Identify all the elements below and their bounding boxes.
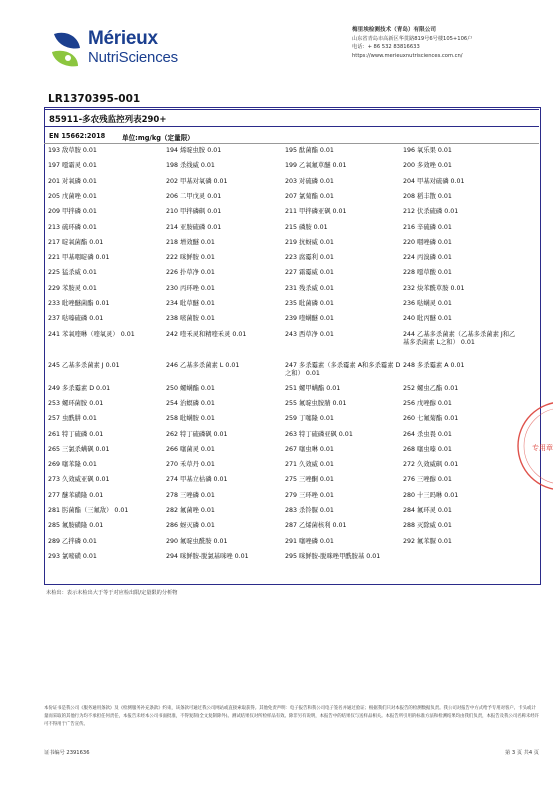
analyte-cell: 202 甲基对氧磷 0.01 xyxy=(166,177,228,185)
analyte-cell: 196 氧乐果 0.01 xyxy=(403,147,452,154)
section-title: 85911-多农残监控列表290+ xyxy=(49,115,167,125)
analyte-cell: 248 多杀霉素 A 0.01 xyxy=(403,361,465,369)
method-standard: EN 15662:2018 xyxy=(49,132,106,140)
analyte-cell: 258 吡螨胺 0.01 xyxy=(166,415,215,423)
analyte-cell: 211 甲拌磷亚砜 0.01 xyxy=(285,208,347,216)
analyte-cell: 212 伏杀硫磷 0.01 xyxy=(403,208,459,216)
analyte-cell: 213 硫环磷 0.01 xyxy=(48,223,97,231)
analyte-cell: 220 咽唑磷 0.01 xyxy=(403,238,452,246)
analyte-cell: 281 肟菌酯（三氟敌） 0.01 xyxy=(48,507,129,514)
analyte-cell: 259 丁噻隆 0.01 xyxy=(285,415,334,423)
analyte-cell: 283 杀铃脲 0.01 xyxy=(285,507,334,514)
analyte-cell: 245 乙基多杀菌素 J 0.01 xyxy=(48,361,120,369)
analyte-cell: 246 乙基多杀菌素 L 0.01 xyxy=(166,361,240,369)
analyte-cell: 218 增效醚 0.01 xyxy=(166,238,215,246)
analyte-cell: 238 嘧菌胺 0.01 xyxy=(166,315,215,323)
analyte-cell: 204 甲基对硫磷 0.01 xyxy=(403,177,465,185)
analyte-cell: 236 哒螨灵 0.01 xyxy=(403,300,452,307)
section-title-bar xyxy=(44,109,539,127)
analyte-cell: 193 敌草胺 0.01 xyxy=(48,147,97,154)
analyte-cell: 237 哒嗪硫磷 0.01 xyxy=(48,315,104,323)
analyte-cell: 231 残杀威 0.01 xyxy=(285,284,334,292)
analyte-cell: 292 氟苯脲 0.01 xyxy=(403,537,452,545)
report-id: LR1370395-001 xyxy=(48,93,141,105)
analyte-cell: 203 对硫磷 0.01 xyxy=(285,177,334,185)
analyte-cell: 275 三唑酮 0.01 xyxy=(285,476,334,484)
analyte-cell: 229 苯胺灵 0.01 xyxy=(48,284,97,292)
analyte-cell: 288 灭除威 0.01 xyxy=(403,522,452,530)
analyte-cell: 206 二甲戊灵 0.01 xyxy=(166,192,222,200)
analyte-cell: 265 三氯杀螨砜 0.01 xyxy=(48,445,110,453)
analyte-cell: 207 氯菊酯 0.01 xyxy=(285,192,334,200)
analyte-cell: 260 七氟菊酯 0.01 xyxy=(403,415,459,423)
analyte-cell: 200 多效唑 0.01 xyxy=(403,162,452,170)
analyte-cell: 253 螺环菌胺 0.01 xyxy=(48,399,104,407)
page-number: 第 3 页 共4 页 xyxy=(505,750,539,756)
analyte-cell: 282 氟菌唑 0.01 xyxy=(166,507,215,514)
official-seal-stamp xyxy=(514,396,553,496)
analyte-cell: 228 噁草酸 0.01 xyxy=(403,269,452,277)
analyte-cell: 276 三唑醇 0.01 xyxy=(403,476,452,484)
analyte-cell: 194 烯啶虫胺 0.01 xyxy=(166,147,222,154)
analyte-cell: 287 乙烯菌核利 0.01 xyxy=(285,522,347,530)
analyte-cell: 232 炔苯酰草胺 0.01 xyxy=(403,284,465,292)
analyte-cell: 270 禾草丹 0.01 xyxy=(166,461,215,469)
analyte-cell: 209 甲拌磷 0.01 xyxy=(48,208,97,216)
analyte-cell: 243 西草净 0.01 xyxy=(285,330,334,338)
analyte-cell: 262 特丁硫磷砜 0.01 xyxy=(166,430,228,438)
analyte-cell: 271 久效威 0.01 xyxy=(285,461,334,469)
analyte-cell: 280 十三吗啉 0.01 xyxy=(403,491,459,499)
analyte-cell: 285 氟胺磺隆 0.01 xyxy=(48,522,104,530)
analyte-cell: 290 氟啶虫酰胺 0.01 xyxy=(166,537,228,545)
analyte-cell: 277 醚苯磺隆 0.01 xyxy=(48,491,104,499)
analyte-cell: 242 喹禾灵和精喹禾灵 0.01 xyxy=(166,330,247,338)
analyte-cell: 239 喹螨醚 0.01 xyxy=(285,315,334,323)
brand-name: Mérieux xyxy=(88,28,158,49)
analyte-cell: 199 乙氧氟草醚 0.01 xyxy=(285,162,347,170)
analyte-cell: 264 杀虫畏 0.01 xyxy=(403,430,452,438)
analyte-cell: 251 螺甲螨酯 0.01 xyxy=(285,384,341,392)
analyte-cell: 257 虫酰肼 0.01 xyxy=(48,415,97,423)
analyte-cell: 217 啶氧菌酯 0.01 xyxy=(48,238,104,246)
analyte-cell: 219 抗蚜威 0.01 xyxy=(285,238,334,246)
analyte-cell: 226 扑草净 0.01 xyxy=(166,269,215,277)
analyte-cell: 269 噻苯隆 0.01 xyxy=(48,461,97,469)
analyte-cell: 289 乙拌磷 0.01 xyxy=(48,537,97,545)
analyte-cell: 274 甲基立枯磷 0.01 xyxy=(166,476,228,484)
analyte-cell: 215 磷胺 0.01 xyxy=(285,223,328,231)
analyte-cell: 256 戊唑醇 0.01 xyxy=(403,399,452,407)
analyte-cell: 293 氯嘧磺 0.01 xyxy=(48,552,97,560)
analyte-cell: 261 特丁硫磷 0.01 xyxy=(48,430,104,438)
analyte-cell: 273 久效威亚砜 0.01 xyxy=(48,476,110,484)
company-website[interactable]: https://www.merieuxnutrisciences.com.cn/ xyxy=(352,52,463,59)
analyte-cell: 214 亚胺硫磷 0.01 xyxy=(166,223,222,231)
analyte-cell: 195 酞菌酯 0.01 xyxy=(285,147,334,154)
analyte-cell: 198 杀线威 0.01 xyxy=(166,162,215,170)
company-name: 梅里埃检测技术（青岛）有限公司 xyxy=(352,27,436,33)
analyte-cell: 249 多杀霉素 D 0.01 xyxy=(48,384,111,392)
analyte-cell: 210 甲拌磷砜 0.01 xyxy=(166,208,222,216)
certificate-number: 证书编号 2391636 xyxy=(44,750,90,756)
company-info xyxy=(352,26,542,60)
analyte-cell: 208 稻丰散 0.01 xyxy=(403,192,452,200)
analyte-cell: 254 治螟磷 0.01 xyxy=(166,399,215,407)
analyte-cell: 223 腐霉利 0.01 xyxy=(285,254,334,262)
analyte-cell: 224 丙溴磷 0.01 xyxy=(403,254,452,262)
analyte-cell: 221 甲基咽啶磷 0.01 xyxy=(48,254,110,262)
analyte-cell: 266 噻菌灵 0.01 xyxy=(166,445,215,453)
analyte-cell: 263 特丁硫磷亚砜 0.01 xyxy=(285,430,353,438)
analyte-cell: 247 多杀霉素（多杀霉素 A和多杀霉素 D之和） 0.01 xyxy=(285,361,401,377)
analyte-cell: 235 吡菌磷 0.01 xyxy=(285,300,334,307)
analyte-cell: 286 蚜灭磷 0.01 xyxy=(166,522,215,530)
analyte-cell: 252 螺虫乙酯 0.01 xyxy=(403,384,459,392)
analyte-cell: 216 辛硫磷 0.01 xyxy=(403,223,452,231)
footnote: 未检出：表示未检出大于等于对应检出限/定量限的分析物 xyxy=(46,590,178,596)
analyte-cell: 225 猛杀威 0.01 xyxy=(48,269,97,277)
analyte-cell: 278 三唑磷 0.01 xyxy=(166,491,215,499)
company-logo xyxy=(48,28,198,76)
unit-label: 单位:mg/kg（定量限） xyxy=(122,134,194,142)
analyte-cell: 222 咪鲜胺 0.01 xyxy=(166,254,215,262)
analyte-cell: 241 苯氧喹啉（喹氧灵） 0.01 xyxy=(48,330,135,338)
analyte-cell: 279 三环唑 0.01 xyxy=(285,491,334,499)
analyte-cell: 197 噁霜灵 0.01 xyxy=(48,162,97,170)
standard-row xyxy=(44,129,539,144)
company-phone: 电话：+ 86 532 83816633 xyxy=(352,44,420,51)
analyte-cell: 250 螺螨酯 0.01 xyxy=(166,384,215,392)
analyte-cell: 295 咪鲜胺-脱咪唑甲酰胺基 0.01 xyxy=(285,552,381,560)
analyte-cell: 255 氟啶虫胺腈 0.01 xyxy=(285,399,347,407)
analyte-cell: 267 噻虫啉 0.01 xyxy=(285,445,334,453)
analyte-cell: 201 对氧磷 0.01 xyxy=(48,177,97,185)
analyte-cell: 227 霜霉威 0.01 xyxy=(285,269,334,277)
logo-leaf-icon xyxy=(48,28,88,76)
analyte-cell: 240 吡丙醚 0.01 xyxy=(403,315,452,323)
disclaimer-text: 本份证书是我公司《服务通用条款》及《检测服务补充条款》约束，该条款可通过我公司网站或直接索取获得。其他免责声明：电子报告和我公司电子签名并通过验证；根据我们只对本报告的检测数据负责。我公司对报告中方式给予专用对客户、卡头或计量而采取的其他行为均不承担任何责任，本报告未经本公司书面批准，不得复制(全文复制除外)。测试结果仅对所检样品有效。除非另有说明，本报告中的结果仅与送样品相关。本报告所引用的标准方法和检测结果均由我们负责，本报告及我公司名称未经许可不得用于广告宣传。 xyxy=(44,706,540,727)
analyte-cell: 205 戊菌唑 0.01 xyxy=(48,192,97,200)
analyte-cell: 268 噻虫嗪 0.01 xyxy=(403,445,452,453)
company-address: 山东省青岛市高新区华贯路819号6号楼105+106户 xyxy=(352,35,473,42)
brand-subname: NutriSciences xyxy=(88,49,178,66)
analyte-cell: 284 氟环灵 0.01 xyxy=(403,507,452,514)
analyte-cell: 294 咪鲜胺-脱氯基咪唑 0.01 xyxy=(166,552,249,560)
analyte-cell: 233 吡唑醚菌酯 0.01 xyxy=(48,300,110,307)
analyte-cell: 234 吡草醚 0.01 xyxy=(166,300,215,307)
analyte-cell: 244 乙基多杀菌素（乙基多杀菌素 J和乙基多杀菌素 L之和） 0.01 xyxy=(403,330,516,346)
analyte-cell: 291 噻唑磷 0.01 xyxy=(285,537,334,545)
stamp-label: 专用章 xyxy=(532,444,553,452)
analyte-cell: 272 久效威砜 0.01 xyxy=(403,461,459,469)
analyte-cell: 230 丙环唑 0.01 xyxy=(166,284,215,292)
